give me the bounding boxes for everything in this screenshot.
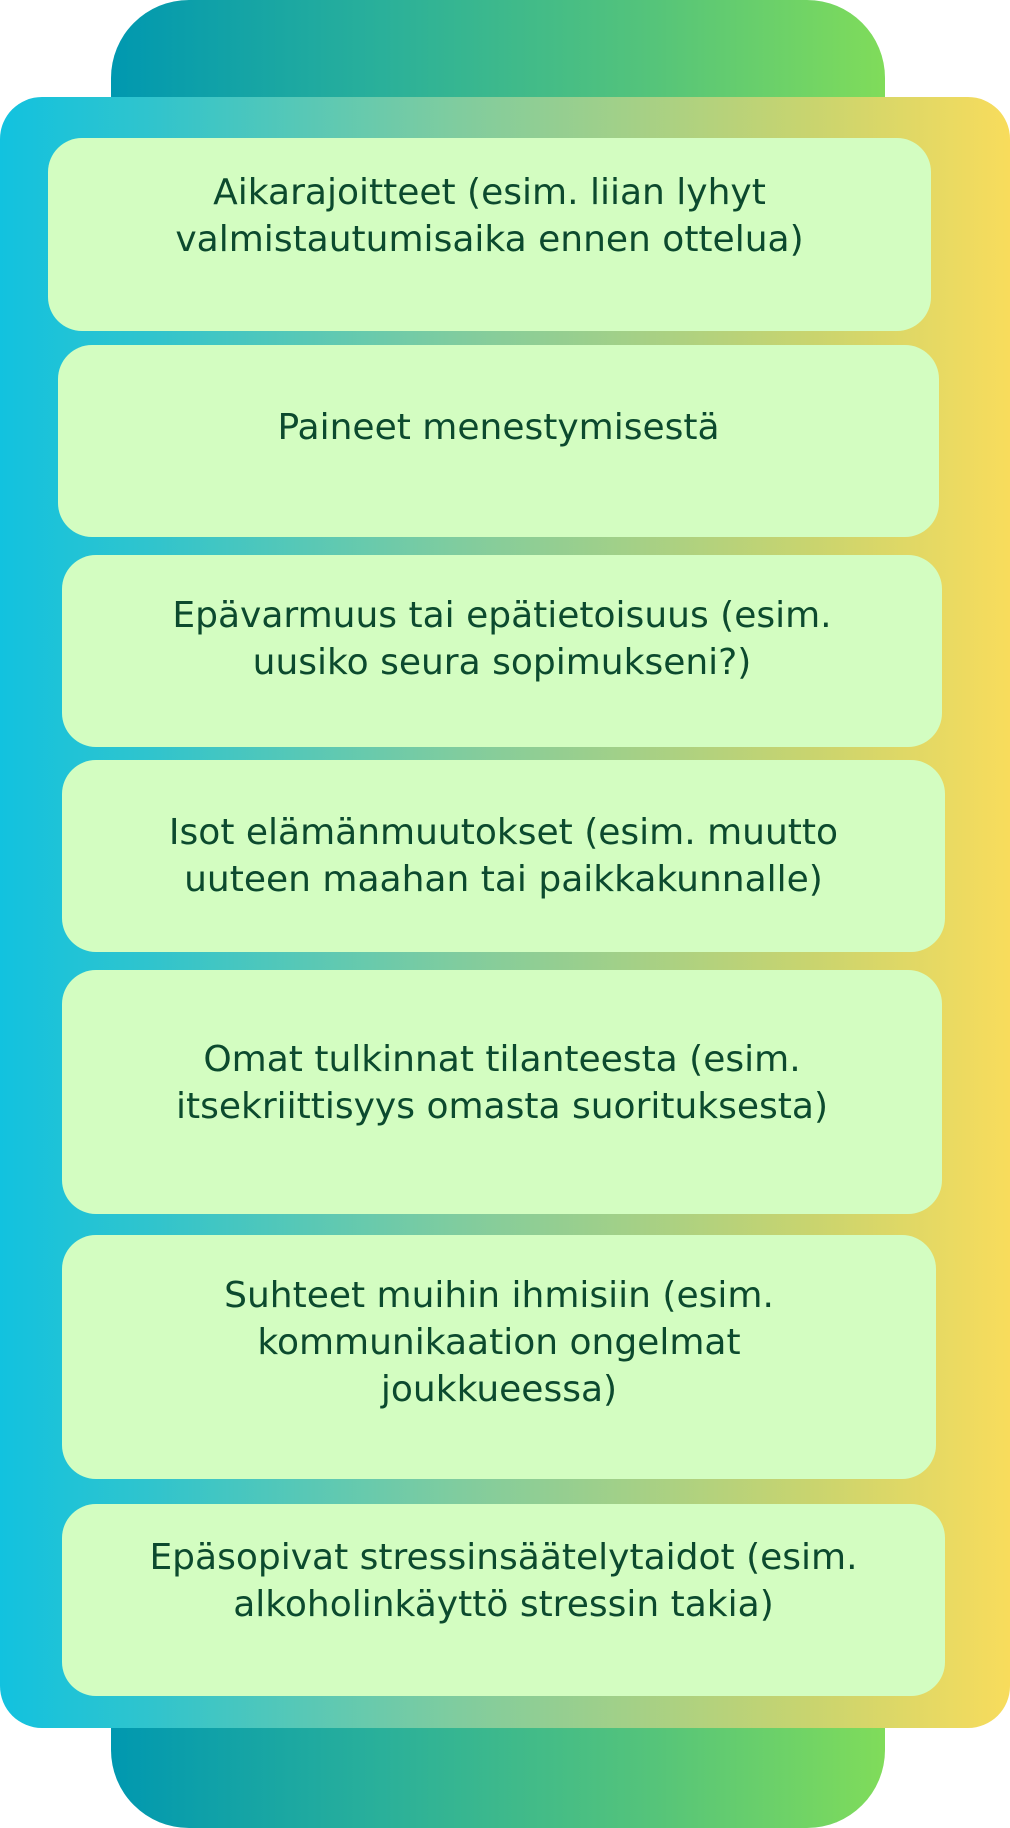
stress-factor-card-uncertainty: Epävarmuus tai epätietoisuus (esim. uusiko seura sopimukseni?) — [62, 555, 942, 747]
stress-factor-card-coping-skills: Epäsopivat stressinsäätelytaidot (esim. alkoholinkäyttö stressin takia) — [62, 1504, 945, 1696]
stress-factor-card-success-pressure: Paineet menestymisestä — [58, 345, 939, 537]
stress-factor-card-relationships: Suhteet muihin ihmisiin (esim. kommunikaation ongelmat joukkueessa) — [62, 1235, 936, 1479]
stress-factor-card-life-changes: Isot elämänmuutokset (esim. muutto uuteen maahan tai paikkakunnalle) — [62, 760, 945, 952]
stress-factor-card-time-constraints: Aikarajoitteet (esim. liian lyhyt valmistautumisaika ennen ottelua) — [48, 138, 931, 331]
stress-factor-card-own-interpretations: Omat tulkinnat tilanteesta (esim. itsekriittisyys omasta suorituksesta) — [62, 970, 942, 1214]
